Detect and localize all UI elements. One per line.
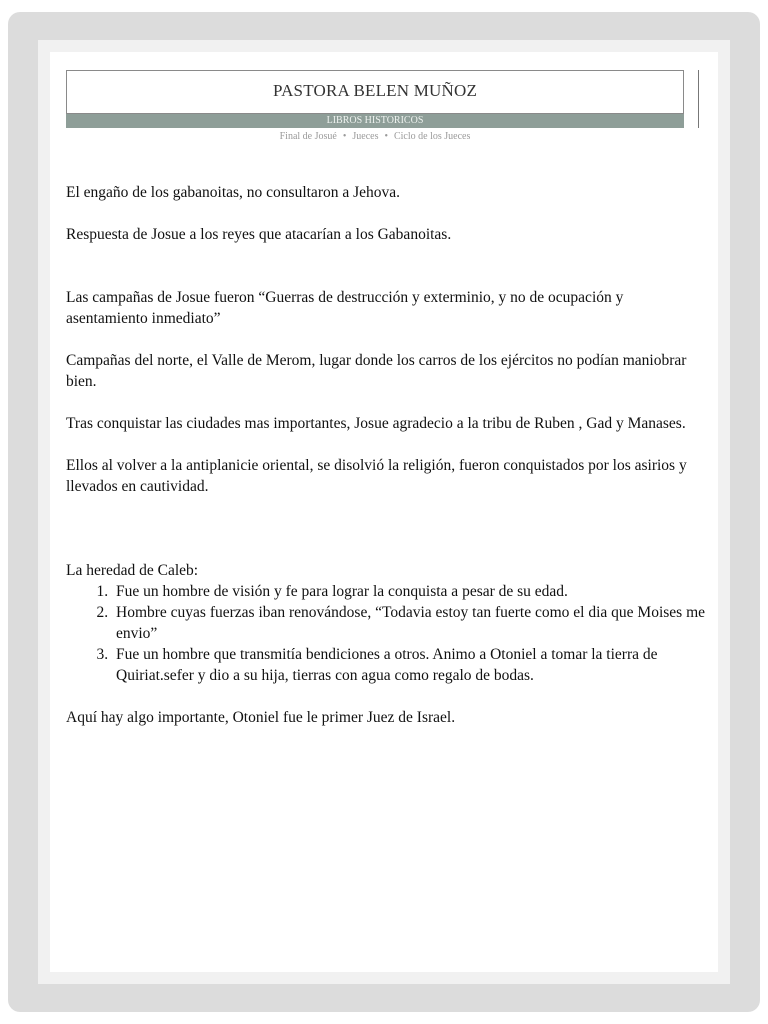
- subnav-item-ciclo-jueces: Ciclo de los Jueces: [393, 131, 471, 142]
- document-page: [50, 52, 718, 972]
- list-heading: La heredad de Caleb:: [66, 562, 199, 579]
- heritage-list: [66, 581, 706, 686]
- paragraph-respuesta: Respuesta de Josue a los reyes que atacarían a los Gabanoitas.: [66, 226, 452, 243]
- paragraph-norte: Campañas del norte, el Valle de Merom, lugar donde los carros de los ejércitos no podían maniobrar bien.: [66, 352, 687, 390]
- paragraph-cautividad: Ellos al volver a la antiplanicie oriental, se disolvió la religión, fueron conquistados por los asirios y llevados en cautividad.: [66, 457, 687, 495]
- list-item: 2. Hombre cuyas fuerzas iban renovándose, “Todavia estoy tan fuerte como el dia que Moises me envio”: [112, 602, 706, 644]
- subnav-separator: •: [384, 131, 388, 142]
- list-item: 1. Fue un hombre de visión y fe para lograr la conquista a pesar de su edad.: [112, 581, 706, 602]
- subnav-separator: •: [342, 131, 347, 142]
- paragraph-otoniel: Aquí hay algo importante, Otoniel fue le primer Juez de Israel.: [66, 709, 456, 726]
- header-box: [66, 70, 684, 114]
- slide-frame: [8, 12, 760, 1012]
- list-item: 3. Fue un hombre que transmitía bendiciones a otros. Animo a Otoniel a tomar la tierra de Quiriat.sefer y dio a su hija, tierras con agua como regalo de bodas.: [112, 644, 706, 686]
- paragraph-campanas: Las campañas de Josue fueron “Guerras de destrucción y exterminio, y no de ocupación y asentamiento inmediato”: [66, 289, 624, 327]
- paragraph-gabaonitas: El engaño de los gabanoitas, no consultaron a Jehova.: [66, 184, 401, 201]
- header-title: PASTORA BELEN MUÑOZ: [272, 81, 478, 100]
- slide-inner-frame: [38, 40, 730, 984]
- header-divider: [698, 70, 699, 128]
- subnav-item-final-josue: Final de Josué: [279, 131, 337, 142]
- document-body: [66, 182, 706, 728]
- section-subnav: [66, 131, 684, 143]
- subnav-item-jueces: Jueces: [352, 131, 379, 142]
- paragraph-conquista: Tras conquistar las ciudades mas importantes, Josue agradecio a la tribu de Ruben , Gad y Manases.: [66, 415, 686, 432]
- section-band: LIBROS HISTORICOS: [66, 114, 684, 128]
